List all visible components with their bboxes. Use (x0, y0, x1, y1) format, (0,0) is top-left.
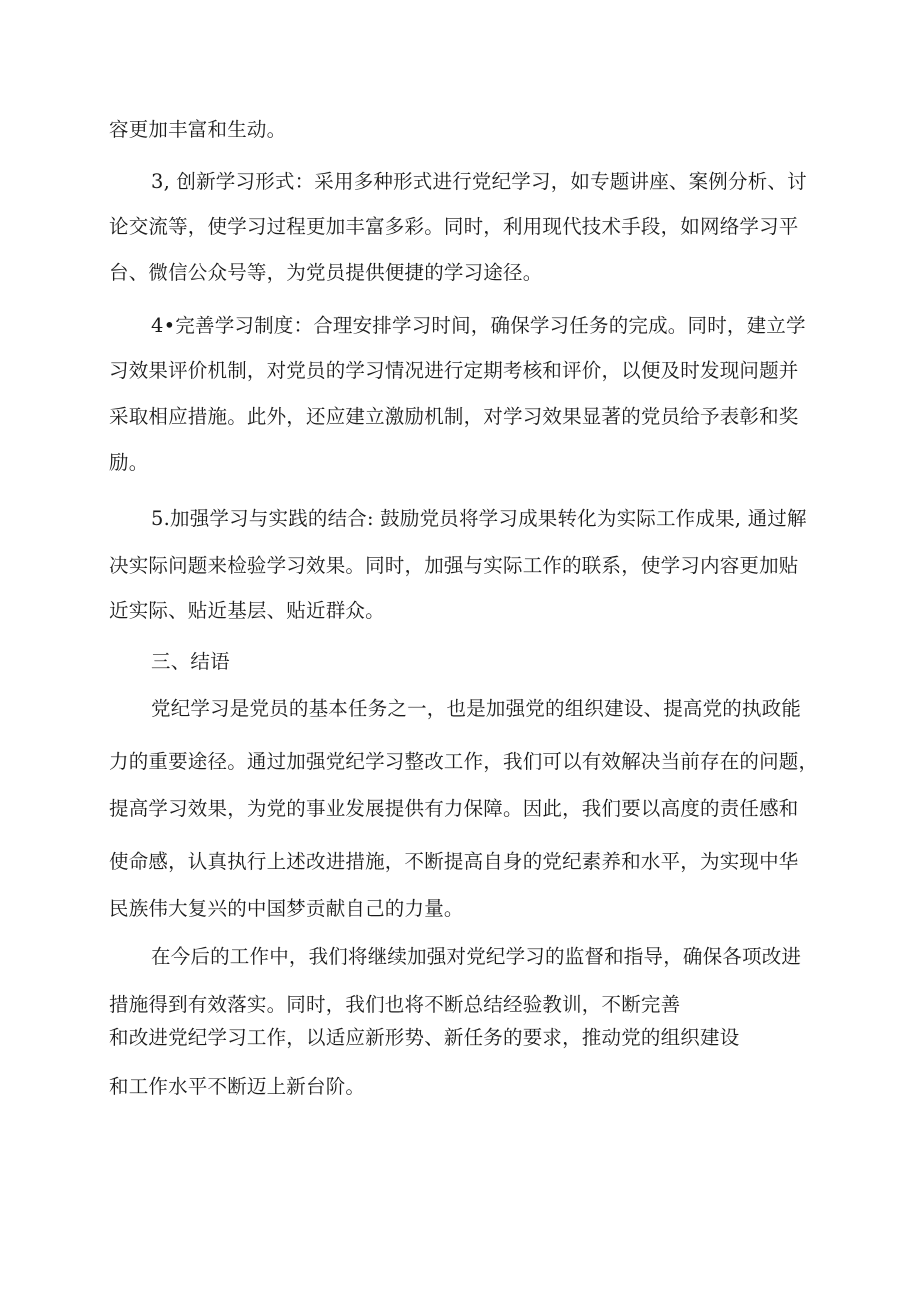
text-line: 4•完善学习制度：合理安排学习时间，确保学习任务的完成。同时，建立学 (151, 314, 806, 337)
section-heading: 三、结语 (151, 650, 230, 673)
text-line: 民族伟大复兴的中国梦贡献自己的力量。 (109, 897, 464, 920)
text-line: 习效果评价机制，对党员的学习情况进行定期考核和评价，以便及时发现问题并 (109, 359, 799, 382)
text-line: 提高学习效果，为党的事业发展提供有力保障。因此，我们要以高度的责任感和 (109, 797, 799, 820)
text-line: 容更加丰富和生动。 (109, 118, 287, 141)
text-line: 励。 (109, 451, 149, 474)
text-line: 党纪学习是党员的基本任务之一，也是加强党的组织建设、提高党的执政能 (151, 697, 802, 720)
text-line: 采取相应措施。此外，还应建立激励机制，对学习效果显著的党员给予表彰和奖 (109, 405, 799, 428)
text-line: 力的重要途径。通过加强党纪学习整改工作，我们可以有效解决当前存在的问题， (109, 750, 819, 773)
text-line: 近实际、贴近基层、贴近群众。 (109, 599, 385, 622)
text-line: 台、微信公众号等，为党员提供便捷的学习途径。 (109, 261, 543, 284)
text-line: 在今后的工作中，我们将继续加强对党纪学习的监督和指导，确保各项改进 (151, 945, 802, 968)
text-line: 3, 创新学习形式：采用多种形式进行党纪学习，如专题讲座、案例分析、讨 (151, 170, 807, 193)
text-line: 5.加强学习与实践的结合: 鼓励党员将学习成果转化为实际工作成果, 通过解 (151, 507, 807, 530)
text-line: 决实际问题来检验学习效果。同时，加强与实际工作的联系，使学习内容更加贴 (109, 554, 799, 577)
text-line: 和改进党纪学习工作，以适应新形势、新任务的要求，推动党的组织建设 (109, 1026, 740, 1049)
text-line: 使命感，认真执行上述改进措施，不断提高自身的党纪素养和水平，为实现中华 (109, 850, 799, 873)
text-line: 和工作水平不断迈上新台阶。 (109, 1075, 366, 1098)
text-line: 论交流等，使学习过程更加丰富多彩。同时，利用现代技术手段，如网络学习平 (109, 215, 799, 238)
text-line: 措施得到有效落实。同时，我们也将不断总结经验教训，不断完善 (109, 993, 681, 1016)
